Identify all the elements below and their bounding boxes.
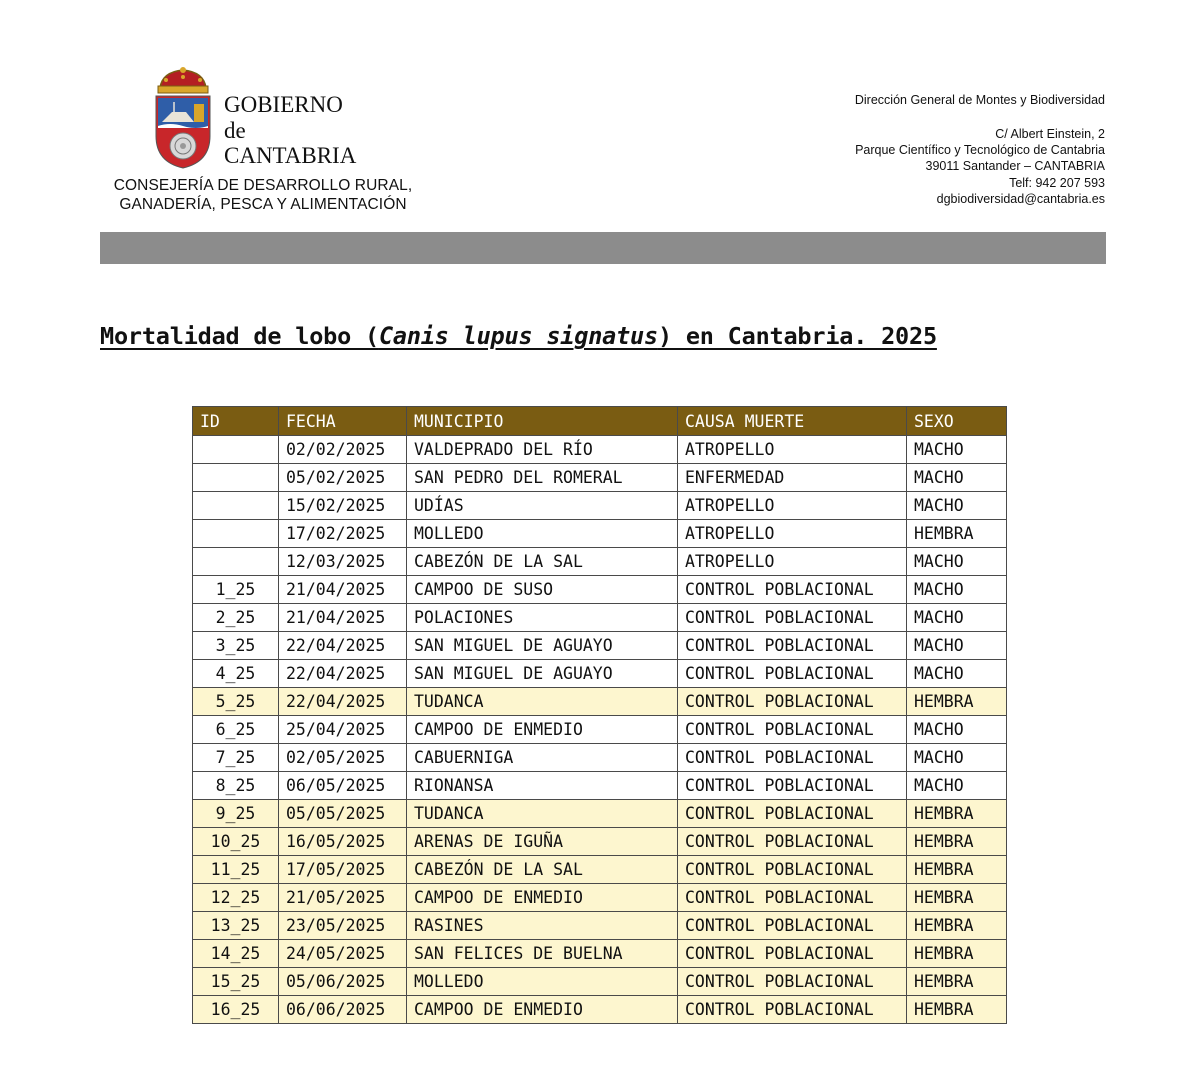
cell-id: 11_25 <box>193 856 279 884</box>
cell-id <box>193 464 279 492</box>
wolf-mortality-table <box>192 406 1007 1024</box>
cell-sexo: MACHO <box>907 772 1007 800</box>
cell-sexo: HEMBRA <box>907 968 1007 996</box>
cell-municipio: POLACIONES <box>407 604 678 632</box>
cell-causa: CONTROL POBLACIONAL <box>678 968 907 996</box>
cell-id: 4_25 <box>193 660 279 688</box>
cell-sexo: HEMBRA <box>907 912 1007 940</box>
cell-sexo: MACHO <box>907 744 1007 772</box>
cell-causa: ATROPELLO <box>678 436 907 464</box>
cell-municipio: CAMPOO DE ENMEDIO <box>407 716 678 744</box>
cell-municipio: MOLLEDO <box>407 520 678 548</box>
cell-causa: CONTROL POBLACIONAL <box>678 604 907 632</box>
cell-municipio: SAN MIGUEL DE AGUAYO <box>407 660 678 688</box>
cell-municipio: CABEZÓN DE LA SAL <box>407 548 678 576</box>
header-divider-bar <box>100 232 1106 264</box>
cell-sexo: HEMBRA <box>907 828 1007 856</box>
cell-causa: ATROPELLO <box>678 520 907 548</box>
table-row <box>193 604 1007 632</box>
table-body <box>193 436 1007 1024</box>
cell-causa: CONTROL POBLACIONAL <box>678 828 907 856</box>
table-row <box>193 492 1007 520</box>
consejeria-line1: CONSEJERÍA DE DESARROLLO RURAL, <box>113 177 413 194</box>
cell-sexo: HEMBRA <box>907 856 1007 884</box>
cell-id <box>193 436 279 464</box>
cell-municipio: MOLLEDO <box>407 968 678 996</box>
cell-causa: CONTROL POBLACIONAL <box>678 800 907 828</box>
table-row <box>193 576 1007 604</box>
col-header-id: ID <box>193 407 279 436</box>
cell-causa: CONTROL POBLACIONAL <box>678 632 907 660</box>
cell-sexo: MACHO <box>907 492 1007 520</box>
gov-name-line2: de <box>224 117 246 143</box>
cell-municipio: RIONANSA <box>407 772 678 800</box>
address-street: C/ Albert Einstein, 2 <box>995 127 1105 141</box>
cell-sexo: MACHO <box>907 576 1007 604</box>
cell-fecha: 22/04/2025 <box>279 660 407 688</box>
cell-fecha: 21/05/2025 <box>279 884 407 912</box>
cell-id <box>193 492 279 520</box>
title-prefix: Mortalidad de lobo ( <box>100 322 379 350</box>
cell-municipio: SAN FELICES DE BUELNA <box>407 940 678 968</box>
gov-name-line3: CANTABRIA <box>224 143 357 168</box>
table-row <box>193 912 1007 940</box>
table-row <box>193 772 1007 800</box>
table-row <box>193 548 1007 576</box>
cell-municipio: SAN MIGUEL DE AGUAYO <box>407 632 678 660</box>
table-row <box>193 660 1007 688</box>
cell-causa: CONTROL POBLACIONAL <box>678 996 907 1024</box>
cell-fecha: 05/05/2025 <box>279 800 407 828</box>
cell-id: 13_25 <box>193 912 279 940</box>
cell-fecha: 22/04/2025 <box>279 632 407 660</box>
cell-causa: CONTROL POBLACIONAL <box>678 772 907 800</box>
cell-fecha: 24/05/2025 <box>279 940 407 968</box>
cell-sexo: MACHO <box>907 660 1007 688</box>
cell-municipio: CABEZÓN DE LA SAL <box>407 856 678 884</box>
cantabria-coat-of-arms-icon <box>152 66 214 170</box>
table-row <box>193 688 1007 716</box>
cell-id <box>193 548 279 576</box>
cell-causa: CONTROL POBLACIONAL <box>678 940 907 968</box>
cell-municipio: CAMPOO DE SUSO <box>407 576 678 604</box>
cell-id: 16_25 <box>193 996 279 1024</box>
cell-fecha: 16/05/2025 <box>279 828 407 856</box>
cell-municipio: ARENAS DE IGUÑA <box>407 828 678 856</box>
cell-fecha: 02/02/2025 <box>279 436 407 464</box>
table-header-row <box>193 407 1007 436</box>
cell-sexo: HEMBRA <box>907 688 1007 716</box>
address-email: dgbiodiversidad@cantabria.es <box>936 191 1105 206</box>
col-header-causa: CAUSA MUERTE <box>678 407 907 436</box>
cell-sexo: MACHO <box>907 716 1007 744</box>
cell-fecha: 05/02/2025 <box>279 464 407 492</box>
table-row <box>193 996 1007 1024</box>
table-row <box>193 884 1007 912</box>
cell-municipio: UDÍAS <box>407 492 678 520</box>
cell-sexo: HEMBRA <box>907 520 1007 548</box>
cell-id: 3_25 <box>193 632 279 660</box>
cell-municipio: VALDEPRADO DEL RÍO <box>407 436 678 464</box>
cell-sexo: MACHO <box>907 436 1007 464</box>
cell-id: 14_25 <box>193 940 279 968</box>
cell-id: 2_25 <box>193 604 279 632</box>
cell-id: 5_25 <box>193 688 279 716</box>
cell-id: 7_25 <box>193 744 279 772</box>
address-phone: Telf: 942 207 593 <box>1009 175 1105 190</box>
table-row <box>193 940 1007 968</box>
table-row <box>193 716 1007 744</box>
cell-fecha: 06/06/2025 <box>279 996 407 1024</box>
cell-id: 9_25 <box>193 800 279 828</box>
address-park: Parque Científico y Tecnológico de Cantabria <box>855 143 1105 158</box>
title-species: Canis lupus signatus <box>378 322 658 350</box>
col-header-fecha: FECHA <box>279 407 407 436</box>
table-row <box>193 632 1007 660</box>
cell-fecha: 17/02/2025 <box>279 520 407 548</box>
cell-fecha: 25/04/2025 <box>279 716 407 744</box>
cell-id: 12_25 <box>193 884 279 912</box>
cell-sexo: MACHO <box>907 548 1007 576</box>
cell-id <box>193 520 279 548</box>
cell-sexo: HEMBRA <box>907 996 1007 1024</box>
cell-causa: CONTROL POBLACIONAL <box>678 856 907 884</box>
cell-municipio: SAN PEDRO DEL ROMERAL <box>407 464 678 492</box>
table-row <box>193 436 1007 464</box>
government-name <box>224 92 356 169</box>
cell-causa: CONTROL POBLACIONAL <box>678 912 907 940</box>
address-city: 39011 Santander – CANTABRIA <box>925 159 1105 174</box>
cell-causa: CONTROL POBLACIONAL <box>678 660 907 688</box>
cell-causa: ATROPELLO <box>678 492 907 520</box>
cell-fecha: 17/05/2025 <box>279 856 407 884</box>
cell-causa: CONTROL POBLACIONAL <box>678 744 907 772</box>
cell-fecha: 21/04/2025 <box>279 604 407 632</box>
cell-municipio: CAMPOO DE ENMEDIO <box>407 996 678 1024</box>
cell-causa: CONTROL POBLACIONAL <box>678 884 907 912</box>
gov-name-line1: GOBIERNO <box>224 92 343 117</box>
cell-sexo: HEMBRA <box>907 940 1007 968</box>
direccion-general: Dirección General de Montes y Biodiversidad <box>854 93 1105 107</box>
table-row <box>193 856 1007 884</box>
consejeria-name <box>102 176 424 214</box>
table-row <box>193 464 1007 492</box>
cell-sexo: HEMBRA <box>907 800 1007 828</box>
cell-fecha: 05/06/2025 <box>279 968 407 996</box>
cell-id: 8_25 <box>193 772 279 800</box>
cell-fecha: 06/05/2025 <box>279 772 407 800</box>
table-row <box>193 800 1007 828</box>
cell-fecha: 12/03/2025 <box>279 548 407 576</box>
cell-causa: CONTROL POBLACIONAL <box>678 576 907 604</box>
cell-sexo: HEMBRA <box>907 884 1007 912</box>
cell-fecha: 22/04/2025 <box>279 688 407 716</box>
title-suffix: ) en Cantabria. 2025 <box>657 322 937 350</box>
cell-sexo: MACHO <box>907 604 1007 632</box>
cell-fecha: 23/05/2025 <box>279 912 407 940</box>
cell-sexo: MACHO <box>907 464 1007 492</box>
cell-municipio: RASINES <box>407 912 678 940</box>
cell-municipio: CABUERNIGA <box>407 744 678 772</box>
cell-municipio: TUDANCA <box>407 688 678 716</box>
cell-causa: ATROPELLO <box>678 548 907 576</box>
consejeria-line2: GANADERÍA, PESCA Y ALIMENTACIÓN <box>119 196 407 213</box>
cell-causa: CONTROL POBLACIONAL <box>678 716 907 744</box>
cell-id: 6_25 <box>193 716 279 744</box>
cell-id: 1_25 <box>193 576 279 604</box>
col-header-sexo: SEXO <box>907 407 1007 436</box>
cell-fecha: 02/05/2025 <box>279 744 407 772</box>
cell-causa: ENFERMEDAD <box>678 464 907 492</box>
cell-id: 10_25 <box>193 828 279 856</box>
cell-sexo: MACHO <box>907 632 1007 660</box>
col-header-municipio: MUNICIPIO <box>407 407 678 436</box>
table-row <box>193 520 1007 548</box>
cell-id: 15_25 <box>193 968 279 996</box>
cell-fecha: 15/02/2025 <box>279 492 407 520</box>
address-block <box>855 126 1105 207</box>
table-row <box>193 828 1007 856</box>
table-row <box>193 744 1007 772</box>
cell-municipio: CAMPOO DE ENMEDIO <box>407 884 678 912</box>
cell-municipio: TUDANCA <box>407 800 678 828</box>
page-title <box>100 322 937 350</box>
cell-fecha: 21/04/2025 <box>279 576 407 604</box>
cell-causa: CONTROL POBLACIONAL <box>678 688 907 716</box>
table-row <box>193 968 1007 996</box>
